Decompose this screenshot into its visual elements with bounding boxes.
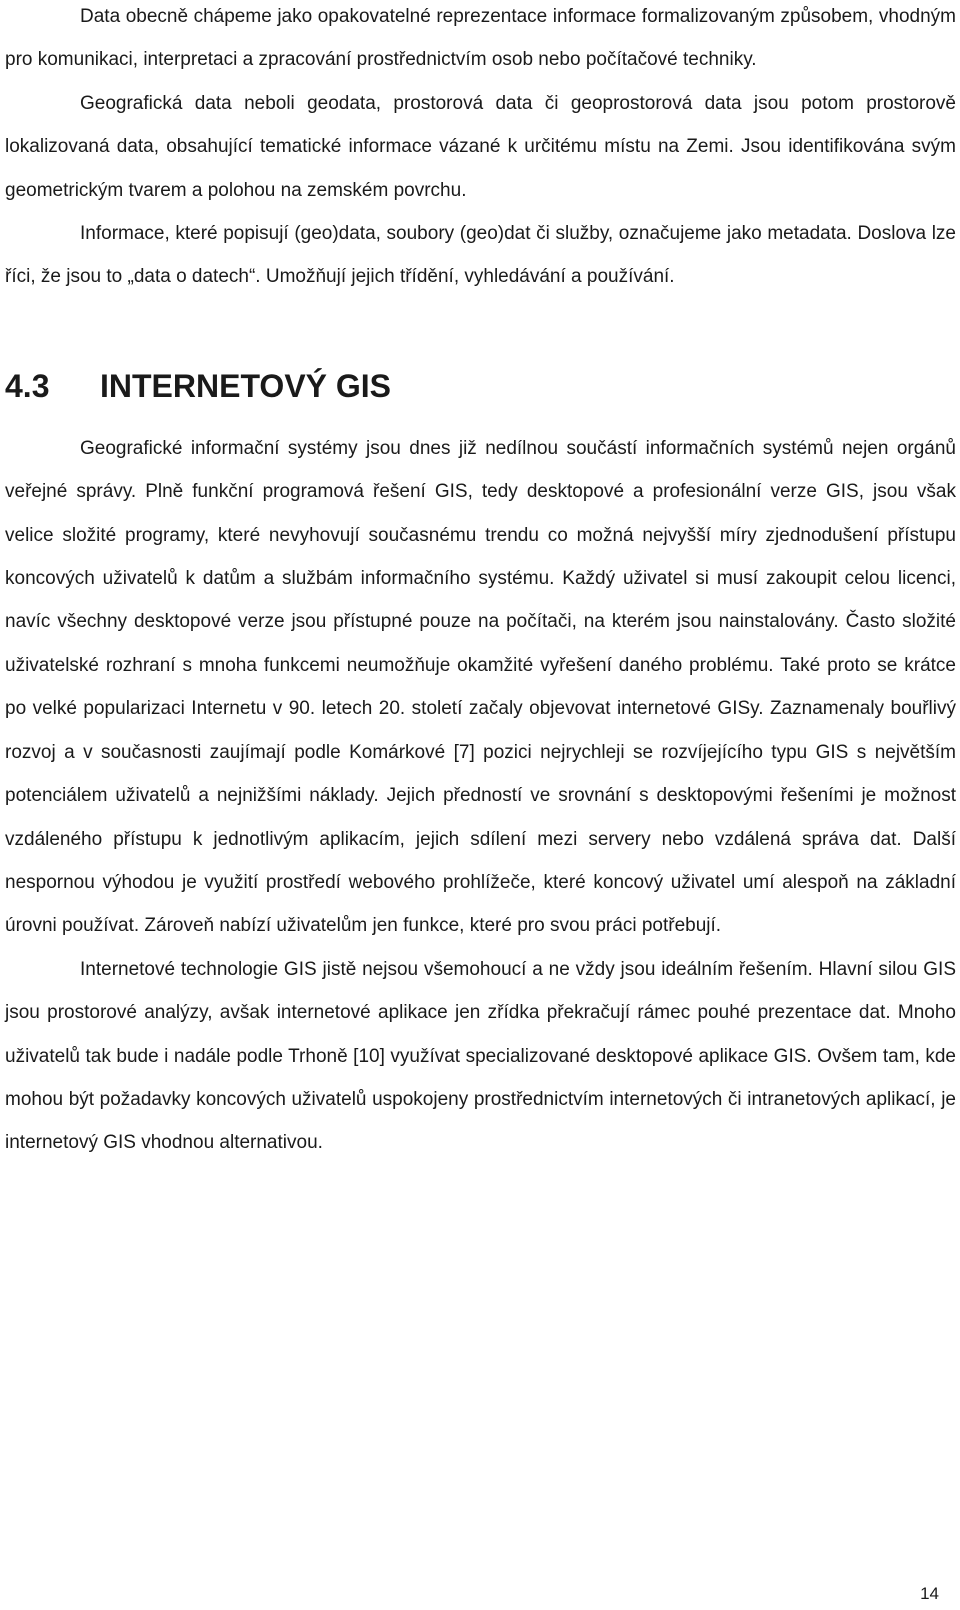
- paragraph-geodata: Geografická data neboli geodata, prostorová data či geoprostorová data jsou potom prostorově lokalizovaná data, obsahující tematické informace vázané k určitému místu na Zemi. Jsou identifikována svým geometrickým tvarem a polohou na zemském povrchu.: [5, 92, 956, 201]
- paragraph-metadata: Informace, které popisují (geo)data, soubory (geo)dat či služby, označujeme jako metadata. Doslova lze říci, že jsou to „data o datech“. Umožňují jejich třídění, vyhledávání a používání.: [5, 223, 956, 288]
- section-title: INTERNETOVÝ GIS: [100, 367, 392, 404]
- section-number: 4.3: [5, 367, 50, 404]
- section-heading: [5, 366, 956, 406]
- page-number: 14: [920, 1584, 939, 1603]
- paragraph-data-definition: Data obecně chápeme jako opakovatelné reprezentace informace formalizovaným způsobem, vhodným pro komunikaci, interpretaci a zpracování prostřednictvím osob nebo počítačové techniky.: [5, 6, 956, 71]
- document-page: [5, 0, 956, 1165]
- paragraph-internet-gis: Geografické informační systémy jsou dnes již nedílnou součástí informačních systémů nejen orgánů veřejné správy. Plně funkční programová řešení GIS, tedy desktopové a profesionální verze GIS, jsou však velice složité programy, které nevyhovují současnému trendu co možná nejvyšší míry zjednodušení přístupu koncových uživatelů k datům a službám informačního systému. Každý uživatel si musí zakoupit celou licenci, navíc všechny desktopové verze jsou přístupné pouze na počítači, na kterém jsou nainstalovány. Často složité uživatelské rozhraní s mnoha funkcemi neumožňuje okamžité vyřešení daného problému. Také proto se krátce po velké popularizaci Internetu v 90. letech 20. století začaly objevovat internetové GISy. Zaznamenaly bouřlivý rozvoj a v současnosti zaujímají podle Komárkové [7] pozici nejrychleji se rozvíjejícího typu GIS s největším potenciálem uživatelů a nejnižšími náklady. Jejich předností ve srovnání s desktopovými řešeními je možnost vzdáleného přístupu k jednotlivým aplikacím, jejich sdílení mezi servery nebo vzdálená správa dat. Další nespornou výhodou je využití prostředí webového prohlížeče, které koncový uživatel umí alespoň na základní úrovni používat. Zároveň nabízí uživatelům jen funkce, které pro svou práci potřebují.: [5, 437, 956, 937]
- paragraph-internet-technologies: Internetové technologie GIS jistě nejsou všemohoucí a ne vždy jsou ideálním řešením. Hlavní silou GIS jsou prostorové analýzy, avšak internetové aplikace jen zřídka překračují rámec pouhé prezentace dat. Mnoho uživatelů tak bude i nadále podle Trhoně [10] využívat specializované desktopové aplikace GIS. Ovšem tam, kde mohou být požadavky koncových uživatelů uspokojeny prostřednictvím internetových či intranetových aplikací, je internetový GIS vhodnou alternativou.: [5, 958, 956, 1154]
